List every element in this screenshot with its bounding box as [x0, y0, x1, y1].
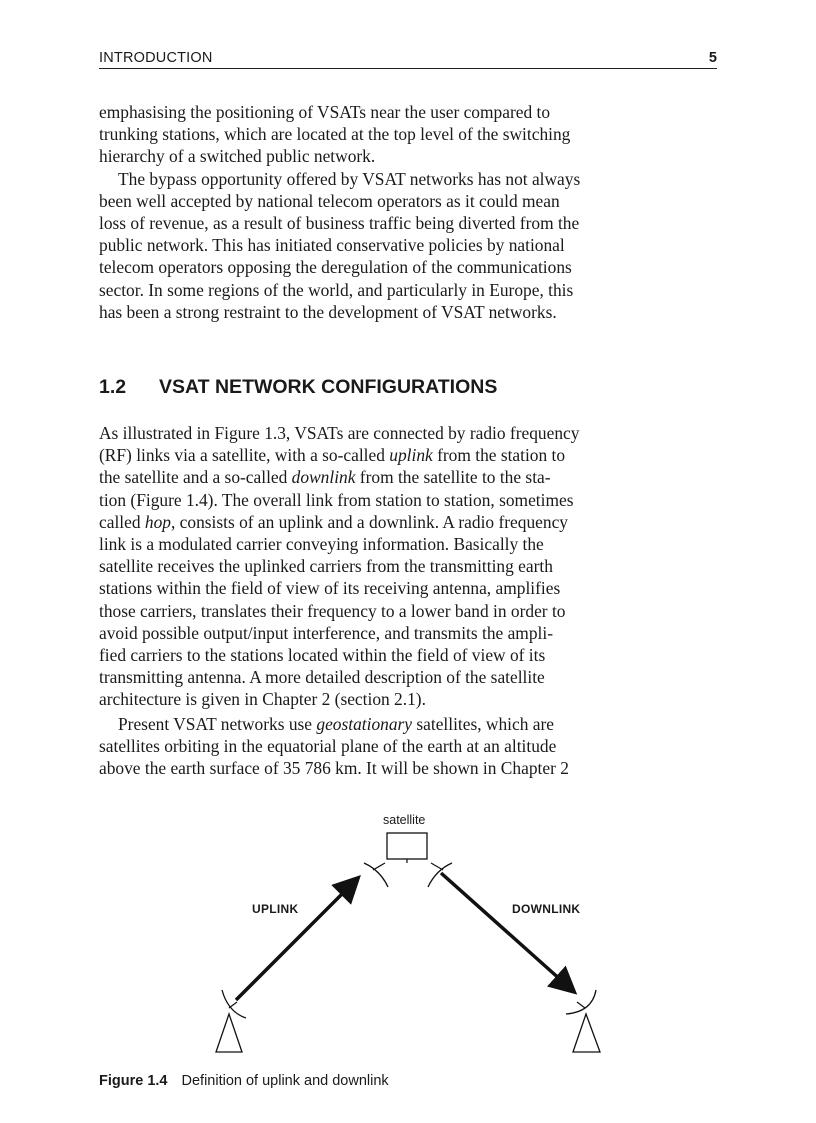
uplink-term: uplink	[389, 445, 433, 466]
downlink-arrow	[441, 873, 572, 990]
caption-text: Definition of uplink and downlink	[181, 1073, 389, 1089]
text-line: The bypass opportunity offered by VSAT networks has not always	[118, 168, 581, 189]
transmitting-station-icon	[216, 990, 246, 1052]
text-line: telecom operators opposing the deregulation of the communications	[99, 257, 572, 278]
geostationary-term: geostationary	[316, 713, 413, 734]
text-line: avoid possible output/input interference, and transmits the ampli-	[99, 622, 553, 643]
geo-paragraph	[99, 713, 717, 780]
text-span: satellites, which are	[412, 713, 555, 734]
section-number: 1.2	[99, 376, 127, 398]
hop-term: hop	[144, 511, 171, 532]
intro-paragraph	[99, 101, 717, 168]
text-line: trunking stations, which are located at the top level of the switching	[99, 124, 571, 145]
section-title: INTRODUCTION	[99, 50, 213, 66]
text-line	[99, 444, 717, 466]
figure-diagram	[0, 800, 816, 1070]
text-line: satellite receives the uplinked carriers from the transmitting earth	[99, 556, 553, 577]
bypass-paragraph	[99, 168, 717, 323]
text-line	[99, 511, 717, 533]
running-head	[99, 49, 717, 69]
receiving-station-icon	[566, 990, 600, 1052]
downlink-term: downlink	[291, 467, 356, 488]
text-line: fied carriers to the stations located within the field of view of its	[99, 645, 546, 666]
text-span: (RF) links via a satellite, with a so-called	[99, 445, 390, 466]
satellite-label: satellite	[383, 813, 426, 827]
text-line: loss of revenue, as a result of business traffic being diverted from the	[99, 213, 580, 233]
caption-number: Figure 1.4	[99, 1073, 168, 1089]
text-line: above the earth surface of 35 786 km. It will be shown in Chapter 2	[99, 758, 569, 778]
section-heading	[99, 375, 717, 399]
figure-caption	[99, 1072, 389, 1090]
text-line: sector. In some regions of the world, and particularly in Europe, this	[99, 279, 574, 300]
uplink-arrow	[236, 880, 356, 1000]
text-line: hierarchy of a switched public network.	[99, 146, 376, 167]
text-span: called	[99, 511, 145, 532]
uplink-label: UPLINK	[252, 902, 299, 916]
text-line: architecture is given in Chapter 2 (section 2.1).	[99, 689, 426, 710]
text-line: been well accepted by national telecom operators as it could mean	[99, 190, 560, 211]
text-line	[99, 466, 717, 488]
text-span: from the satellite to the sta-	[355, 467, 551, 488]
downlink-label: DOWNLINK	[512, 902, 581, 916]
text-span: Present VSAT networks use	[118, 713, 317, 734]
text-line: public network. This has initiated conservative policies by national	[99, 235, 565, 256]
text-line: satellites orbiting in the equatorial plane of the earth at an altitude	[99, 735, 557, 756]
text-line: stations within the field of view of its receiving antenna, amplifies	[99, 578, 561, 599]
text-line: those carriers, translates their frequency to a lower band in order to	[99, 600, 566, 621]
section-heading-title: VSAT NETWORK CONFIGURATIONS	[159, 376, 498, 398]
text-line: emphasising the positioning of VSATs near the user compared to	[99, 102, 551, 122]
text-line	[99, 713, 717, 735]
text-line: has been a strong restraint to the development of VSAT networks.	[99, 301, 557, 322]
text-line: As illustrated in Figure 1.3, VSATs are connected by radio frequency	[99, 423, 580, 443]
text-span: the satellite and a so-called	[99, 467, 292, 488]
text-span: , consists of an uplink and a downlink. A radio frequency	[170, 511, 568, 532]
text-line: link is a modulated carrier conveying information. Basically the	[99, 534, 544, 555]
text-span: from the station to	[432, 445, 566, 466]
page-number: 5	[708, 50, 717, 66]
figure-uplink-downlink	[0, 800, 816, 1070]
text-line: tion (Figure 1.4). The overall link from station to station, sometimes	[99, 489, 574, 510]
text-line: transmitting antenna. A more detailed description of the satellite	[99, 667, 545, 688]
satellite-icon	[364, 833, 452, 887]
config-paragraph	[99, 422, 717, 711]
